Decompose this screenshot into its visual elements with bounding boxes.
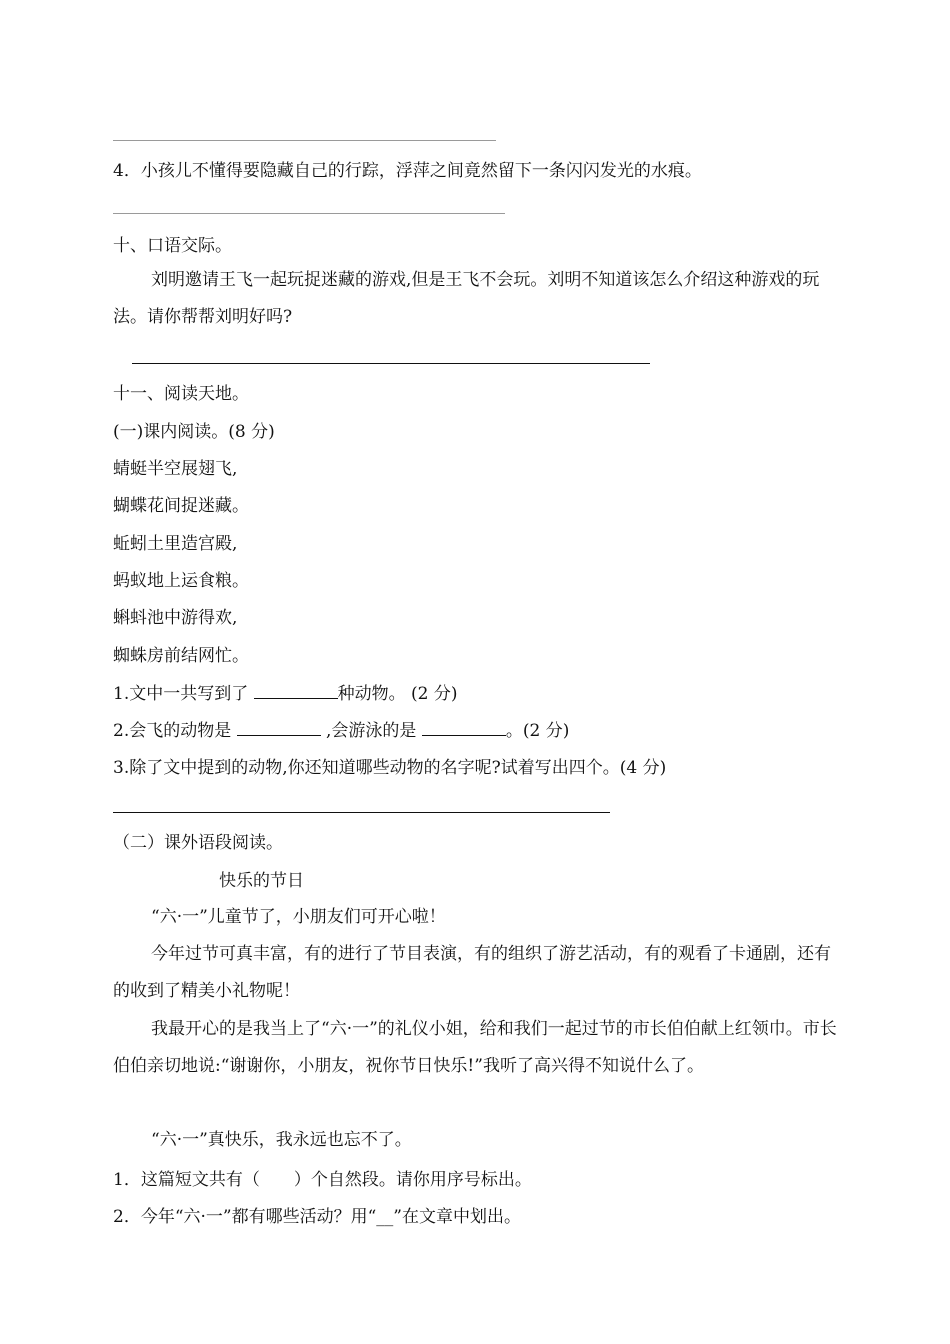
reading-question-2-text-b: ,会游泳的是 <box>320 721 422 741</box>
section-11-heading: 十一、阅读天地。 <box>113 384 249 404</box>
poem-line-2: 蝴蝶花间捉迷藏。 <box>113 496 249 516</box>
passage-paragraph-2: 今年过节可真丰富，有的进行了节目表演，有的组织了游艺活动，有的观看了卡通剧，还有的收到了精美小礼物呢！ <box>113 944 831 1001</box>
answer-blank-swimming-animals[interactable] <box>422 719 506 736</box>
part-2-heading: （二）课外语段阅读。 <box>113 833 283 853</box>
poem-line-4: 蚂蚁地上运食粮。 <box>113 571 249 591</box>
question-4: 4．小孩儿不懂得要隐藏自己的行踪，浮萍之间竟然留下一条闪闪发光的水痕。 <box>113 161 702 181</box>
answer-line-section-10[interactable] <box>132 363 650 364</box>
answer-line-reading-3[interactable] <box>113 812 610 813</box>
answer-blank-flying-animals[interactable] <box>237 719 321 736</box>
answer-blank-animal-count[interactable] <box>254 682 338 699</box>
reading-question-2-text-a: 2.会飞的动物是 <box>113 721 237 741</box>
reading-question-2 <box>113 719 569 742</box>
passage-question-2: 2．今年“六·一”都有哪些活动？用“__”在文章中划出。 <box>113 1207 521 1227</box>
poem-line-6: 蜘蛛房前结网忙。 <box>113 646 249 666</box>
reading-question-1 <box>113 682 458 705</box>
section-10-body: 刘明邀请王飞一起玩捉迷藏的游戏,但是王飞不会玩。刘明不知道该怎么介绍这种游戏的玩法。请你帮帮刘明好吗? <box>113 270 820 327</box>
passage-title: 快乐的节日 <box>219 871 304 891</box>
part-1-heading: (一)课内阅读。(8 分) <box>113 422 275 442</box>
poem-line-5: 蝌蚪池中游得欢, <box>113 608 238 628</box>
section-10-heading: 十、口语交际。 <box>113 236 232 256</box>
poem-line-3: 蚯蚓土里造宫殿, <box>113 534 238 554</box>
answer-line-4[interactable] <box>113 213 505 214</box>
reading-question-3: 3.除了文中提到的动物,你还知道哪些动物的名字呢?试着写出四个。(4 分) <box>113 758 667 778</box>
passage-paragraph-4: “六·一”真快乐，我永远也忘不了。 <box>151 1130 412 1150</box>
poem-line-1: 蜻蜓半空展翅飞, <box>113 459 238 479</box>
passage-question-1: 1．这篇短文共有（ ）个自然段。请你用序号标出。 <box>113 1170 532 1190</box>
answer-line-3[interactable] <box>113 140 496 141</box>
passage-paragraph-3: 我最开心的是我当上了“六·一”的礼仪小姐，给和我们一起过节的市长伯伯献上红领巾。市长伯伯亲切地说:“谢谢你，小朋友，祝你节日快乐!”我听了高兴得不知说什么了。 <box>113 1019 837 1076</box>
passage-paragraph-1: “六·一”儿童节了，小朋友们可开心啦！ <box>151 907 446 927</box>
reading-question-2-text-c: 。(2 分) <box>505 721 570 741</box>
reading-question-1-text-b: 种动物。 (2 分) <box>337 684 458 704</box>
reading-question-1-text-a: 1.文中一共写到了 <box>113 684 254 704</box>
